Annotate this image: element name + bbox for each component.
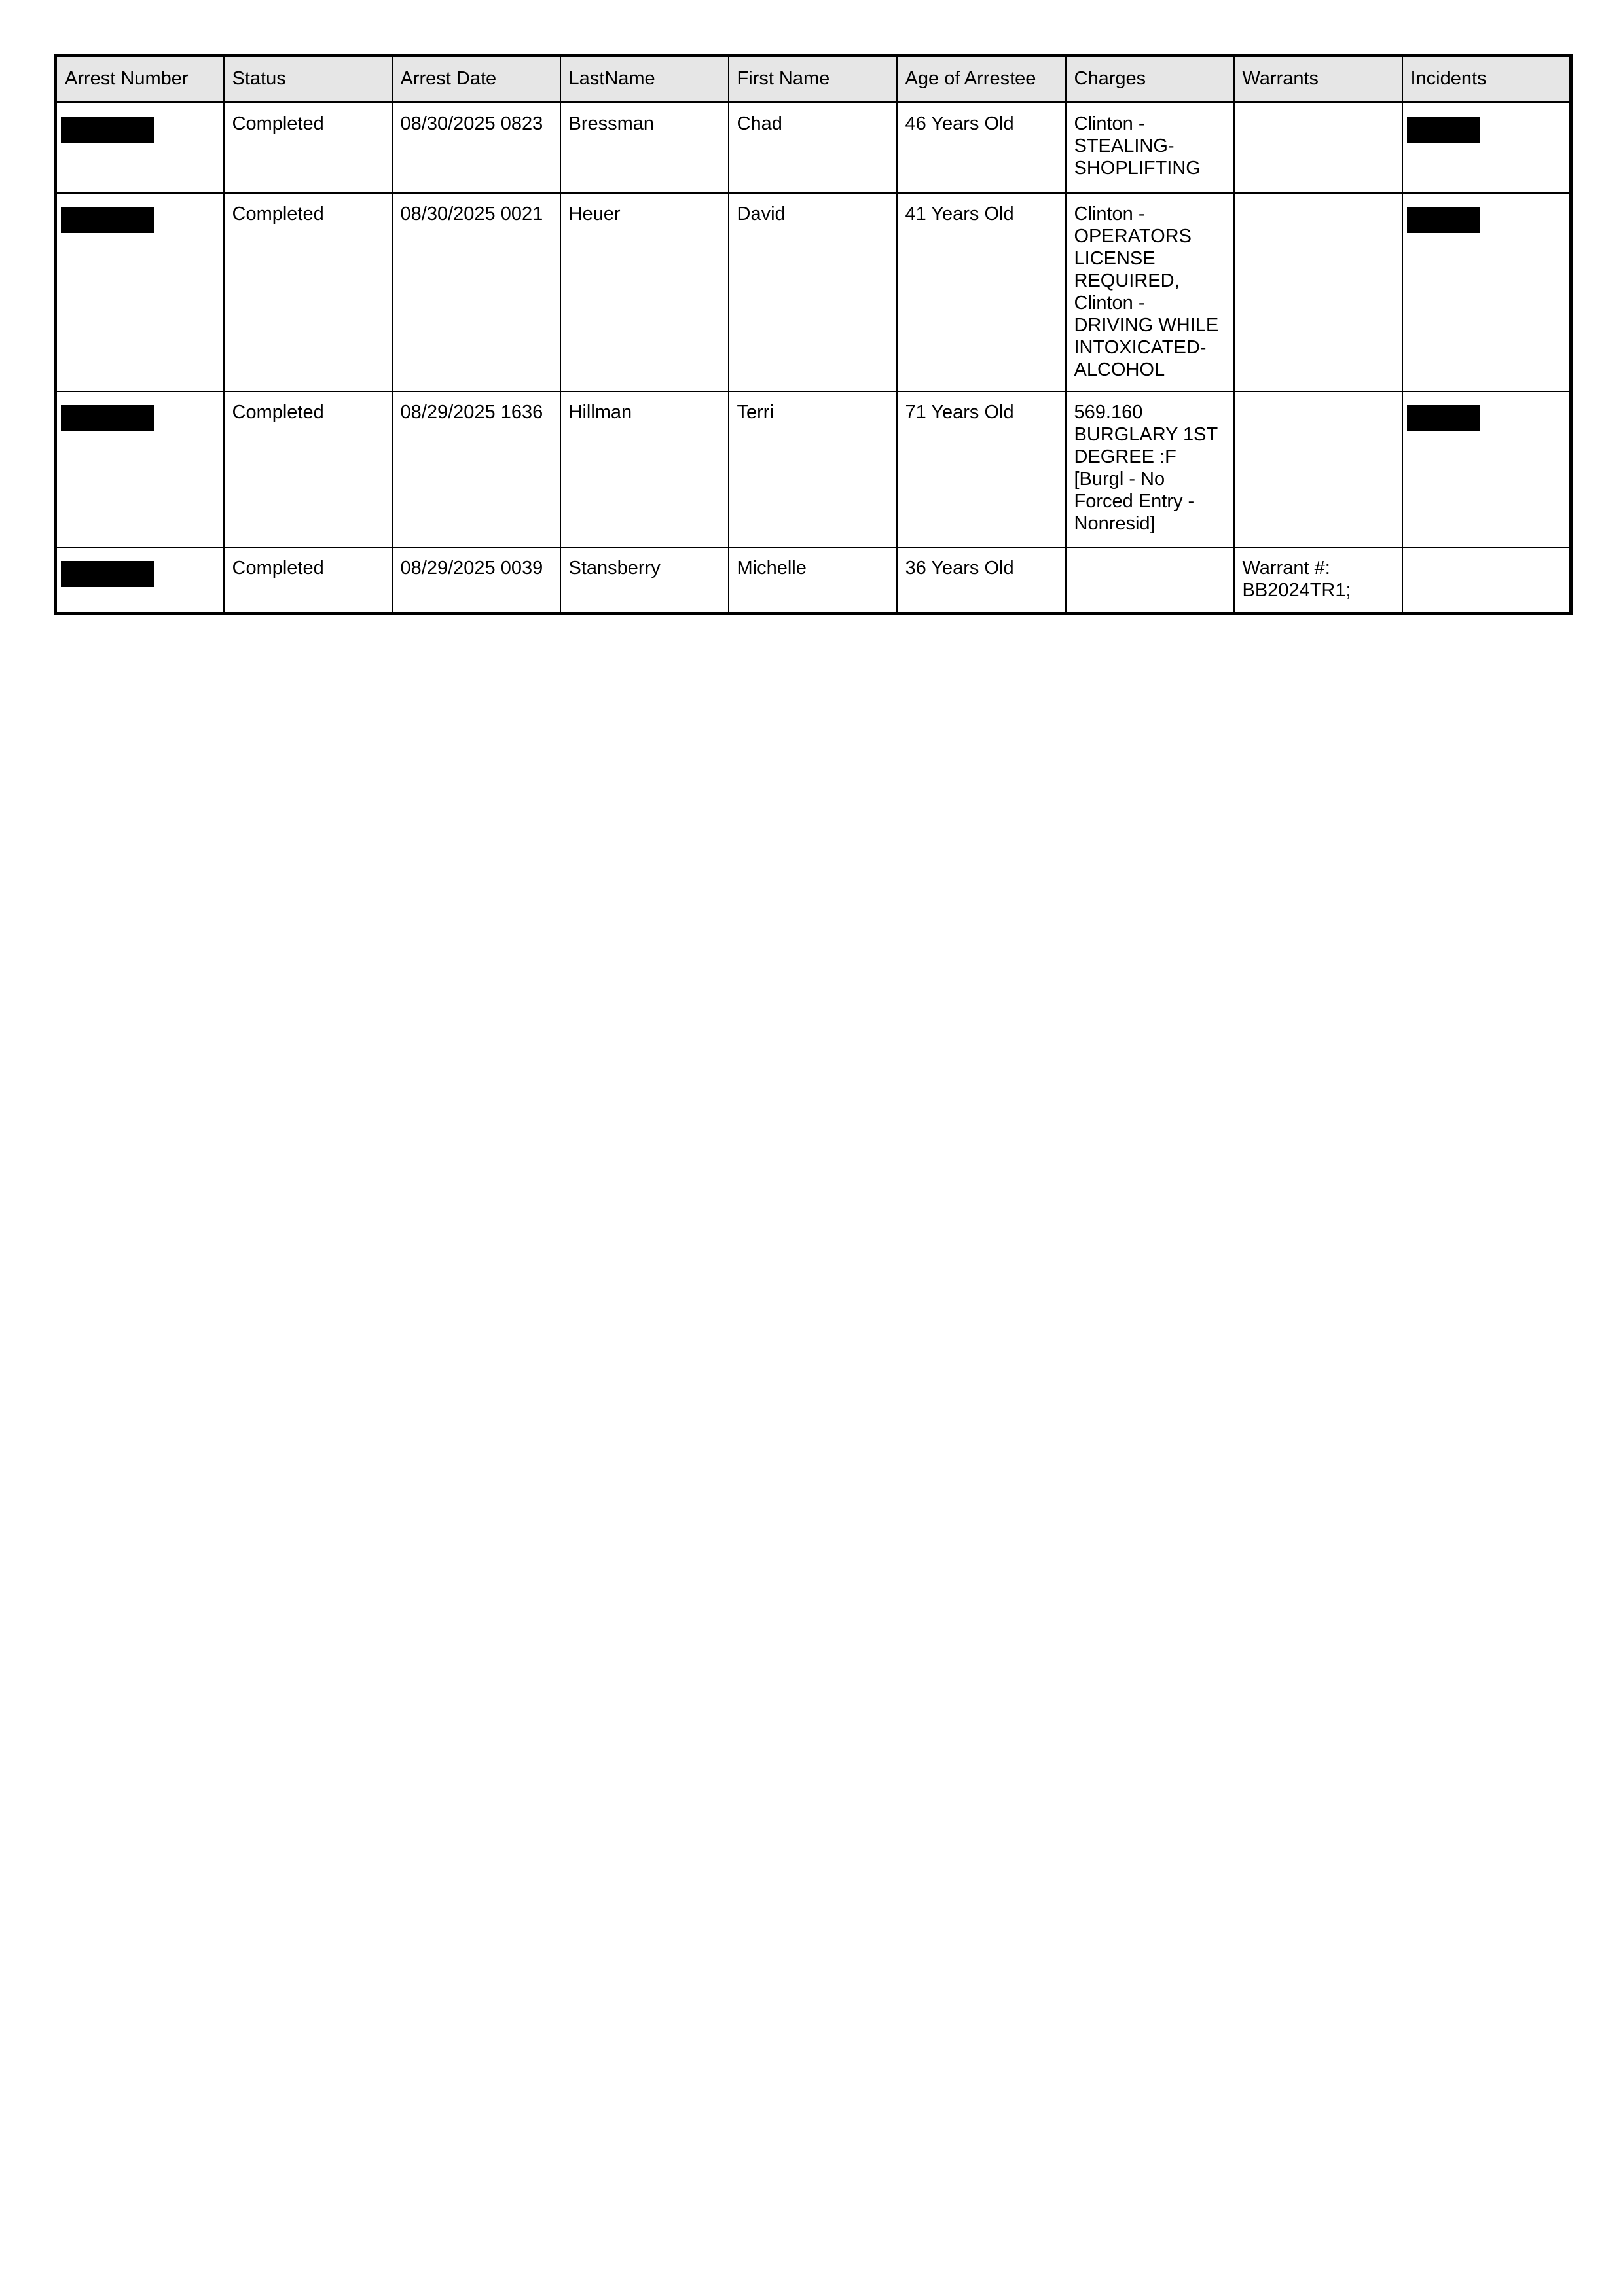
incidents-cell — [1402, 103, 1571, 194]
age-cell: 36 Years Old — [897, 547, 1066, 614]
header-arrest-date: Arrest Date — [392, 56, 560, 103]
charges-cell: Clinton - OPERATORS LICENSE REQUIRED, Clinton - DRIVING WHILE INTOXICATED-ALCOHOL — [1066, 193, 1234, 391]
table-row — [56, 391, 1571, 547]
incidents-cell — [1402, 193, 1571, 391]
warrants-cell — [1234, 103, 1402, 194]
table-row — [56, 193, 1571, 391]
arrest-date-cell: 08/30/2025 0823 — [392, 103, 560, 194]
header-charges: Charges — [1066, 56, 1234, 103]
status-cell: Completed — [224, 391, 392, 547]
header-last-name: LastName — [560, 56, 729, 103]
charges-cell: Clinton - STEALING-SHOPLIFTING — [1066, 103, 1234, 194]
header-incidents: Incidents — [1402, 56, 1571, 103]
header-warrants: Warrants — [1234, 56, 1402, 103]
arrest-number-cell — [56, 103, 224, 194]
first-name-cell: Chad — [729, 103, 897, 194]
last-name-cell: Bressman — [560, 103, 729, 194]
table-row — [56, 103, 1571, 194]
arrest-date-cell: 08/30/2025 0021 — [392, 193, 560, 391]
arrest-number-cell — [56, 547, 224, 614]
first-name-cell: Terri — [729, 391, 897, 547]
status-cell: Completed — [224, 547, 392, 614]
redaction-bar — [61, 117, 154, 143]
arrest-number-cell — [56, 193, 224, 391]
header-status: Status — [224, 56, 392, 103]
redaction-bar — [1407, 117, 1480, 143]
age-cell: 46 Years Old — [897, 103, 1066, 194]
warrants-cell — [1234, 391, 1402, 547]
status-cell: Completed — [224, 193, 392, 391]
header-arrest-number: Arrest Number — [56, 56, 224, 103]
last-name-cell: Stansberry — [560, 547, 729, 614]
redaction-bar — [1407, 207, 1480, 233]
warrants-cell: Warrant #: BB2024TR1; — [1234, 547, 1402, 614]
incidents-cell — [1402, 391, 1571, 547]
arrest-date-cell: 08/29/2025 0039 — [392, 547, 560, 614]
age-cell: 41 Years Old — [897, 193, 1066, 391]
table-header-row — [56, 56, 1571, 103]
age-cell: 71 Years Old — [897, 391, 1066, 547]
redaction-bar — [61, 207, 154, 233]
last-name-cell: Hillman — [560, 391, 729, 547]
arrest-report-table — [54, 54, 1573, 615]
redaction-bar — [61, 561, 154, 587]
charges-cell — [1066, 547, 1234, 614]
status-cell: Completed — [224, 103, 392, 194]
redaction-bar — [61, 405, 154, 431]
charges-cell: 569.160 BURGLARY 1ST DEGREE :F [Burgl - No Forced Entry - Nonresid] — [1066, 391, 1234, 547]
first-name-cell: David — [729, 193, 897, 391]
first-name-cell: Michelle — [729, 547, 897, 614]
arrest-date-cell: 08/29/2025 1636 — [392, 391, 560, 547]
warrants-cell — [1234, 193, 1402, 391]
redaction-bar — [1407, 405, 1480, 431]
header-first-name: First Name — [729, 56, 897, 103]
last-name-cell: Heuer — [560, 193, 729, 391]
header-age: Age of Arrestee — [897, 56, 1066, 103]
incidents-cell — [1402, 547, 1571, 614]
arrest-number-cell — [56, 391, 224, 547]
table-row — [56, 547, 1571, 614]
